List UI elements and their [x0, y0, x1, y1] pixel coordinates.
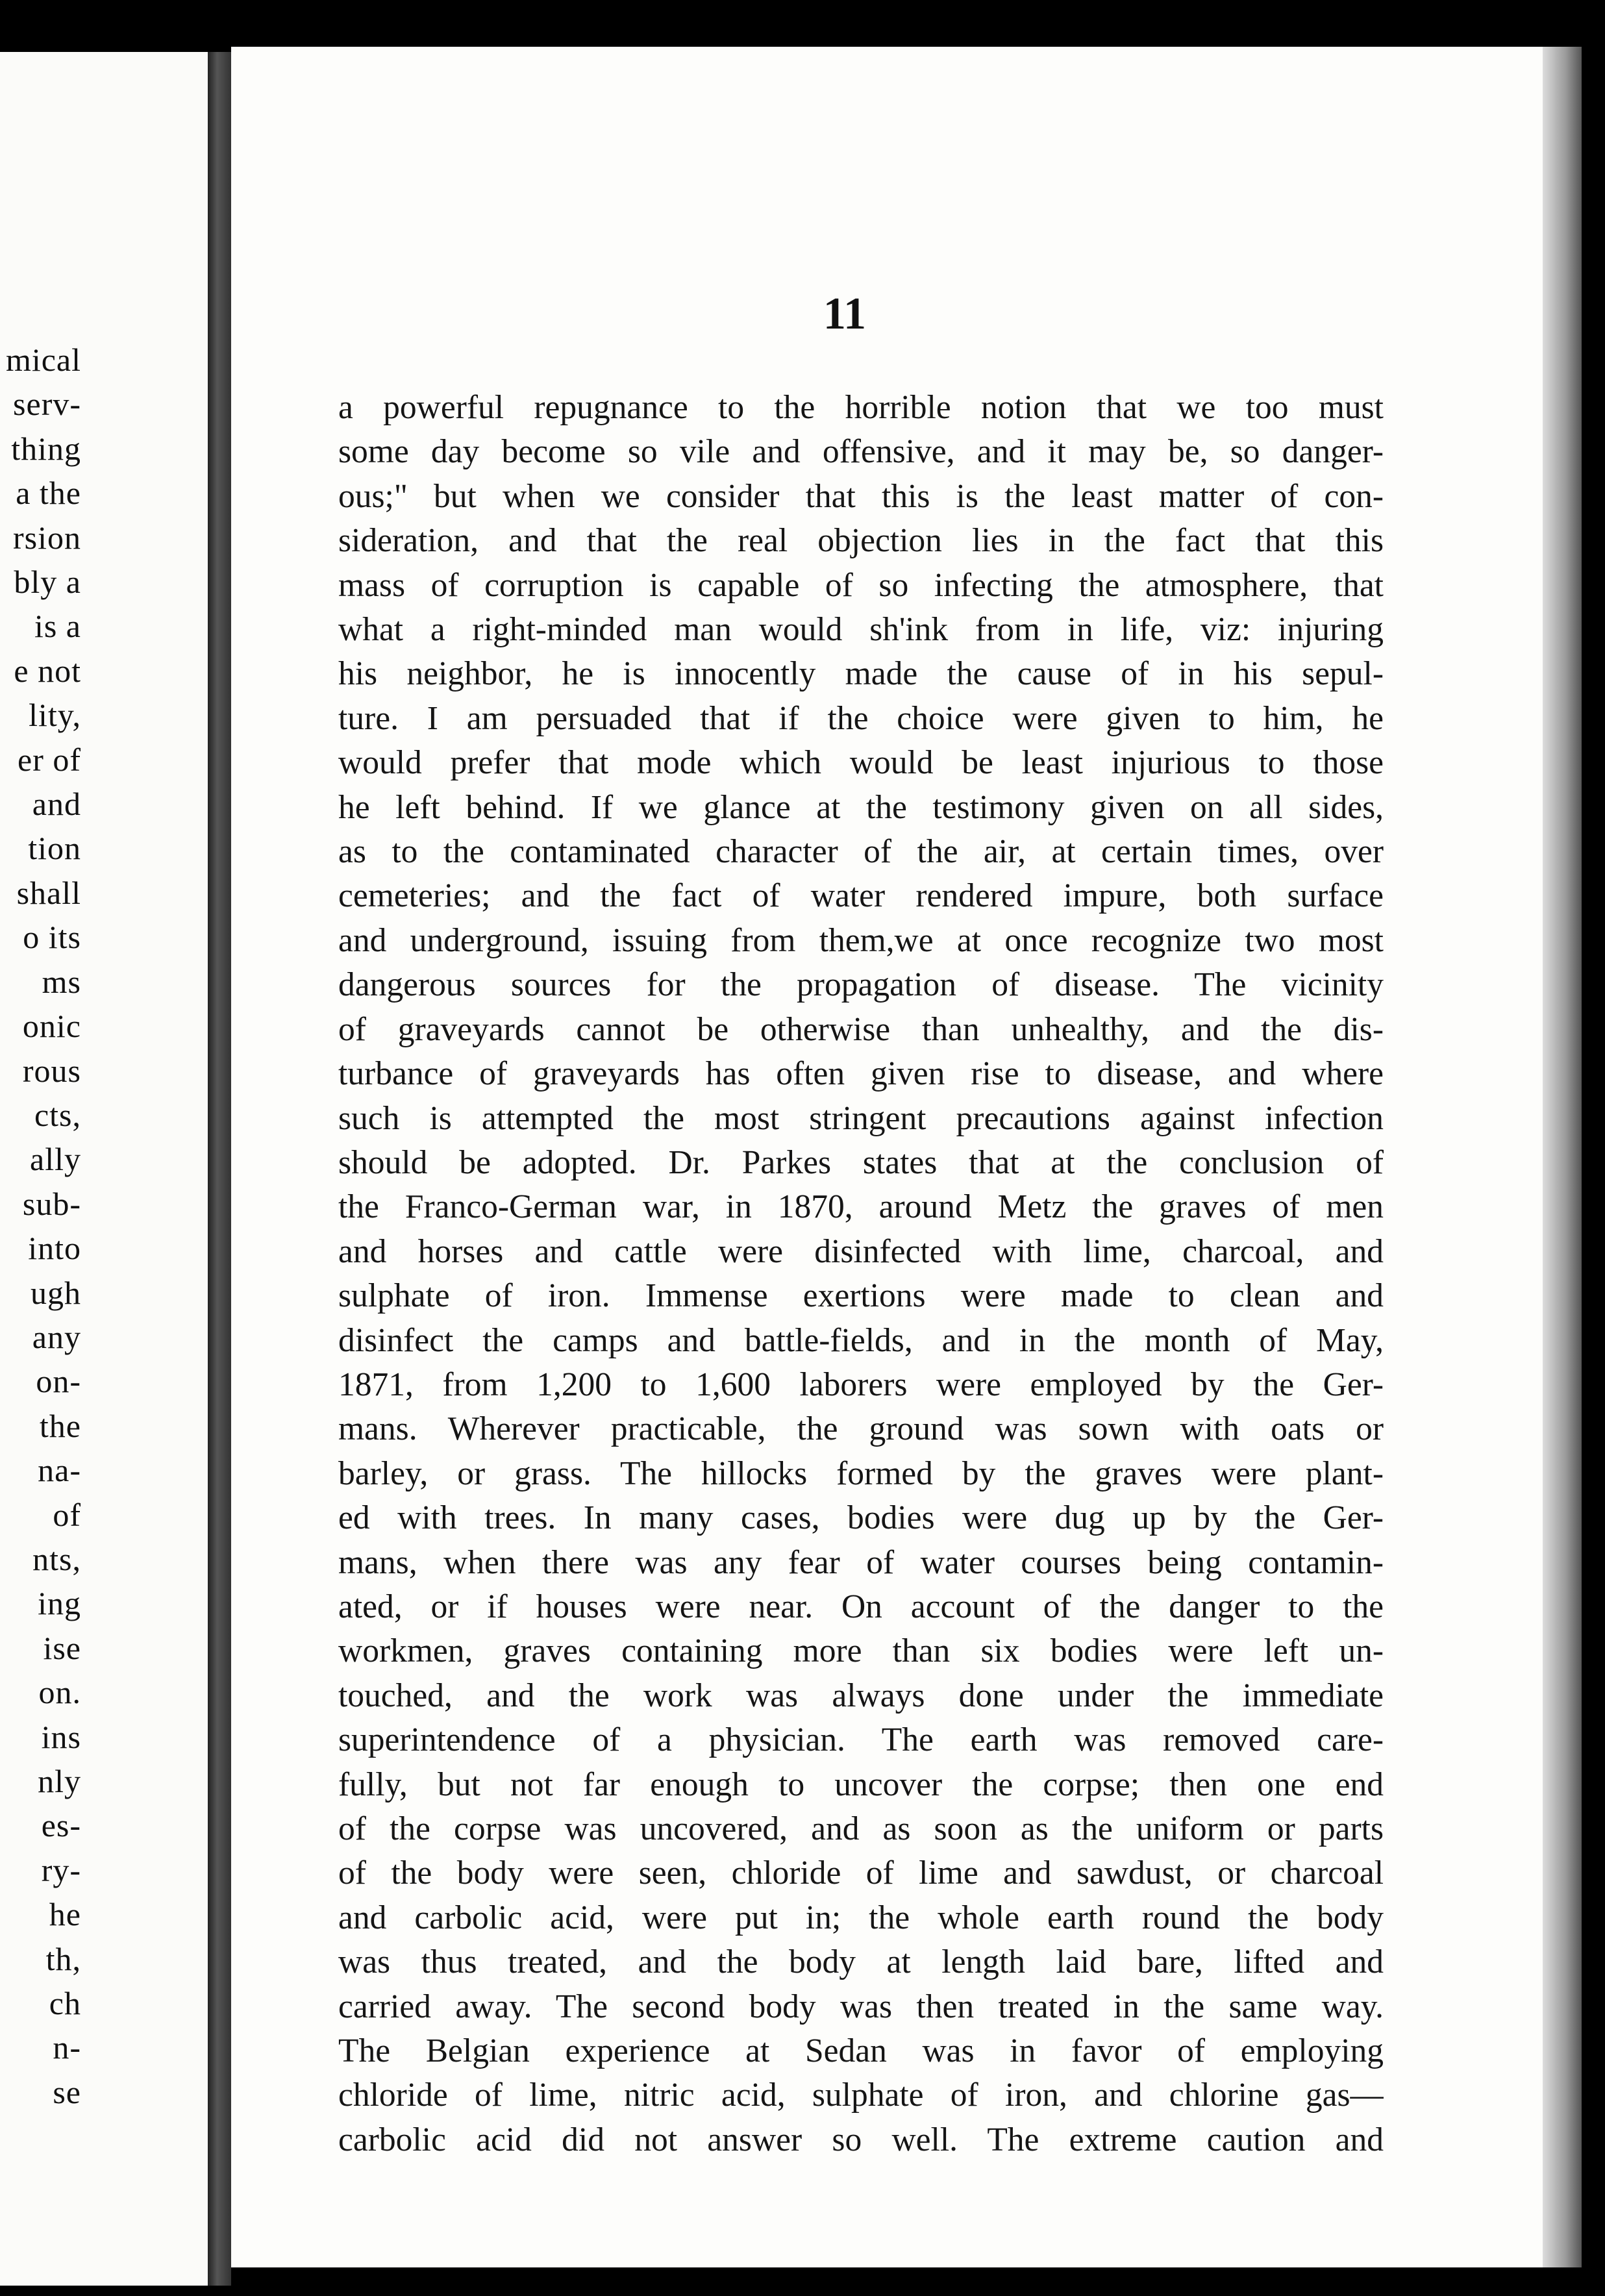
text-line: as to the contaminated character of the air, at certain times, over	[338, 833, 1384, 871]
text-line: such is attempted the most stringent precautions against infection	[338, 1099, 1384, 1137]
left-page-line: ry-	[41, 1851, 81, 1888]
left-page-line: of	[53, 1496, 81, 1533]
text-line: touched, and the work was always done under the immediate	[338, 1677, 1384, 1714]
left-page-line: se	[53, 2073, 81, 2110]
text-line: ated, or if houses were near. On account of the danger to the	[338, 1588, 1384, 1625]
left-page-line: e not	[14, 652, 81, 689]
text-line: would prefer that mode which would be least injurious to those	[338, 744, 1384, 782]
text-line: sideration, and that the real objection lies in the fact that this	[338, 522, 1384, 560]
text-line: dangerous sources for the propagation of disease. The vicinity	[338, 966, 1384, 1004]
left-page-line: and	[32, 786, 81, 823]
left-page-line: sub-	[22, 1185, 81, 1222]
left-page-line: bly a	[14, 564, 81, 601]
left-page-line: th,	[45, 1940, 81, 1977]
text-line: sulphate of iron. Immense exertions were made to clean and	[338, 1277, 1384, 1315]
left-page-line: tion	[28, 830, 81, 867]
left-page-line: ms	[42, 963, 81, 1000]
left-page-line: on.	[38, 1674, 81, 1711]
left-page-line: rous	[22, 1052, 81, 1089]
text-line: mass of corruption is capable of so infecting the atmosphere, that	[338, 566, 1384, 604]
text-line: ture. I am persuaded that if the choice were given to him, he	[338, 699, 1384, 737]
text-line: turbance of graveyards has often given rise to disease, and where	[338, 1055, 1384, 1093]
text-line: disinfect the camps and battle-fields, and in the month of May,	[338, 1321, 1384, 1359]
text-line: the Franco-German war, in 1870, around Metz the graves of men	[338, 1188, 1384, 1226]
left-page-line: onic	[22, 1008, 81, 1045]
text-line: and carbolic acid, were put in; the whole earth round the body	[338, 1899, 1384, 1936]
text-line: of the body were seen, chloride of lime and sawdust, or charcoal	[338, 1854, 1384, 1892]
text-line: what a right-minded man would sh'ink from in life, viz: injuring	[338, 611, 1384, 649]
text-line: chloride of lime, nitric acid, sulphate of iron, and chlorine gas—	[338, 2077, 1384, 2114]
text-line: fully, but not far enough to uncover the corpse; then one end	[338, 1766, 1384, 1803]
left-page-line: ch	[49, 1985, 81, 2022]
text-line: his neighbor, he is innocently made the cause of in his sepul-	[338, 655, 1384, 693]
left-page-line: lity,	[29, 697, 81, 734]
left-page-line: rsion	[13, 519, 81, 556]
text-line: 1871, from 1,200 to 1,600 laborers were employed by the Ger-	[338, 1366, 1384, 1403]
page-edge	[1543, 47, 1582, 2267]
page-number: 11	[823, 289, 867, 339]
left-page-line: is a	[34, 608, 81, 645]
left-page-line: ing	[38, 1585, 81, 1622]
text-line: was thus treated, and the body at length laid bare, lifted and	[338, 1943, 1384, 1981]
left-page-line: er of	[18, 741, 81, 778]
text-line: cemeteries; and the fact of water rendered impure, both surface	[338, 877, 1384, 915]
left-facing-page	[0, 52, 208, 2286]
text-line: he left behind. If we glance at the testimony given on all sides,	[338, 788, 1384, 826]
main-page	[231, 47, 1543, 2267]
left-page-line: nts,	[32, 1540, 81, 1577]
text-line: should be adopted. Dr. Parkes states that at the conclusion of	[338, 1143, 1384, 1181]
left-page-line: ins	[41, 1718, 81, 1755]
text-line: of the corpse was uncovered, and as soon as the uniform or parts	[338, 1810, 1384, 1847]
left-page-line: serv-	[13, 386, 81, 423]
body-text	[338, 386, 1384, 2162]
text-line: carried away. The second body was then treated in the same way.	[338, 1988, 1384, 2025]
left-page-text-fragments	[6, 338, 81, 2114]
book-gutter	[208, 52, 231, 2286]
left-page-line: he	[49, 1896, 81, 1933]
text-line: mans, when there was any fear of water courses being contamin-	[338, 1543, 1384, 1581]
text-line: ed with trees. In many cases, bodies were dug up by the Ger-	[338, 1499, 1384, 1537]
left-page-line: o its	[23, 919, 81, 956]
left-page-line: on-	[36, 1363, 81, 1400]
text-line: and underground, issuing from them,we at once recognize two most	[338, 921, 1384, 959]
left-page-line: n-	[53, 2029, 81, 2066]
text-line: The Belgian experience at Sedan was in favor of employing	[338, 2032, 1384, 2070]
left-page-line: ally	[30, 1141, 81, 1178]
left-page-line: thing	[11, 430, 81, 467]
left-page-line: es-	[41, 1807, 81, 1844]
text-line: barley, or grass. The hillocks formed by the graves were plant-	[338, 1454, 1384, 1492]
left-page-line: cts,	[34, 1096, 81, 1133]
left-page-line: the	[39, 1407, 81, 1444]
text-line: workmen, graves containing more than six bodies were left un-	[338, 1632, 1384, 1670]
text-line: superintendence of a physician. The earth was removed care-	[338, 1721, 1384, 1759]
left-page-line: na-	[38, 1452, 81, 1489]
left-page-line: any	[32, 1318, 81, 1355]
text-line: ous;" but when we consider that this is the least matter of con-	[338, 477, 1384, 515]
left-page-line: ugh	[31, 1274, 81, 1311]
text-line: carbolic acid did not answer so well. The extreme caution and	[338, 2121, 1384, 2158]
text-line: a powerful repugnance to the horrible notion that we too must	[338, 389, 1384, 426]
left-page-line: ise	[43, 1629, 81, 1666]
text-line: and horses and cattle were disinfected with lime, charcoal, and	[338, 1232, 1384, 1270]
left-page-line: nly	[38, 1763, 81, 1799]
left-page-line: shall	[16, 874, 81, 911]
text-line: of graveyards cannot be otherwise than unhealthy, and the dis-	[338, 1010, 1384, 1048]
text-line: mans. Wherever practicable, the ground was sown with oats or	[338, 1410, 1384, 1448]
left-page-line: into	[28, 1230, 81, 1267]
text-line: some day become so vile and offensive, and it may be, so danger-	[338, 433, 1384, 471]
left-page-line: mical	[5, 342, 81, 378]
left-page-line: a the	[16, 475, 81, 512]
